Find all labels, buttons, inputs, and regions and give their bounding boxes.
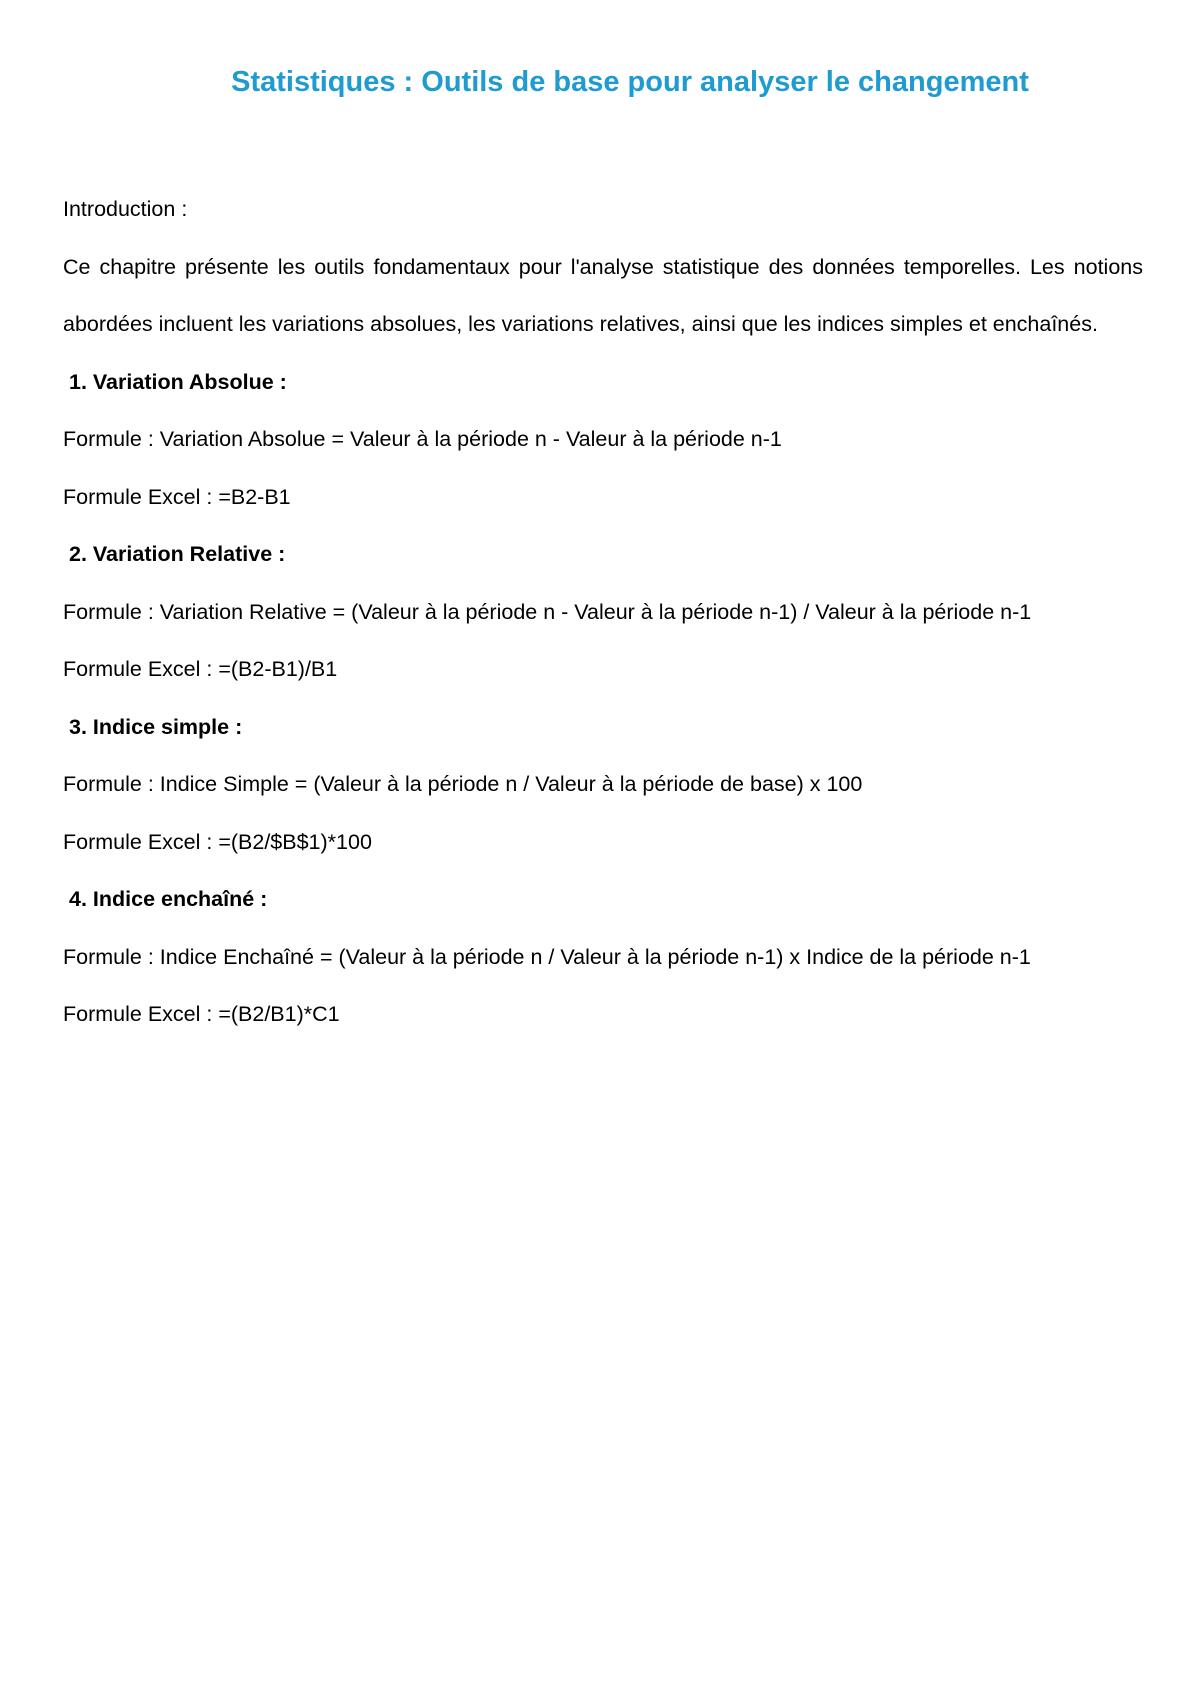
section-heading: 3. Indice simple : [69, 714, 243, 739]
section-formula: Formule : Indice Simple = (Valeur à la période n / Valeur à la période de base) x 100 [63, 772, 863, 796]
document-body [63, 181, 1143, 1044]
section-formula: Formule : Variation Relative = (Valeur à la période n - Valeur à la période n-1) / Valeur à la période n-1 [63, 599, 1032, 624]
section-heading: 2. Variation Relative : [69, 542, 286, 566]
section-excel-formula: Formule Excel : =(B2-B1)/B1 [63, 657, 338, 681]
intro-paragraph: Ce chapitre présente les outils fondamentaux pour l'analyse statistique des données temporelles. Les notions abordées incluent les variations absolues, les variations relatives, ainsi que les indices simples et enchaînés. [63, 254, 1143, 336]
document-title: Statistiques : Outils de base pour analyser le changement [231, 66, 1029, 98]
section-formula: Formule : Indice Enchaîné = (Valeur à la période n / Valeur à la période n-1) x Indice de la période n-1 [63, 944, 1031, 969]
section-excel-formula: Formule Excel : =(B2/$B$1)*100 [63, 829, 372, 854]
section-excel-formula: Formule Excel : =B2-B1 [63, 484, 291, 509]
section-excel-formula: Formule Excel : =(B2/B1)*C1 [63, 1002, 340, 1026]
intro-label: Introduction : [63, 197, 188, 221]
section-heading: 4. Indice enchaîné : [69, 887, 268, 911]
section-heading: 1. Variation Absolue : [69, 369, 287, 394]
section-formula: Formule : Variation Absolue = Valeur à la période n - Valeur à la période n-1 [63, 427, 782, 451]
